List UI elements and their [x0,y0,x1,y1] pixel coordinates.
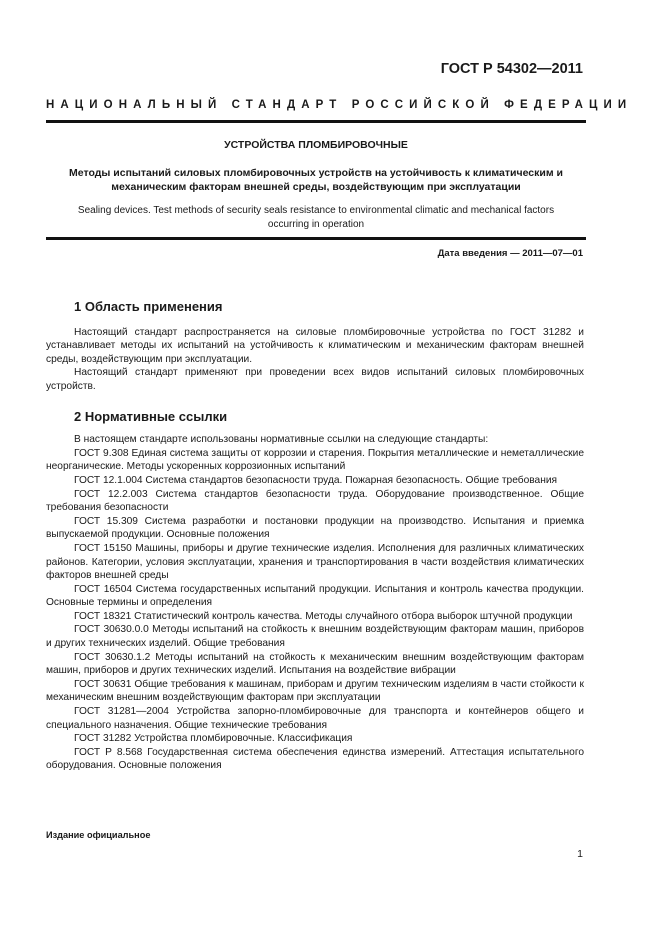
section-normative-references [46,410,584,773]
reference-item: ГОСТ 30630.1.2 Методы испытаний на стойкость к механическим внешним воздействующим факторам машин, приборов и других технических изделий. Испытания на воздействие вибрации [46,651,584,677]
introduction-date: Дата введения — 2011—07—01 [437,248,583,259]
reference-item: ГОСТ 30631 Общие требования к машинам, приборам и другим техническим изделиям в части стойкости к механическим внешним воздействующим факторам при эксплуатации [46,678,584,704]
reference-item: ГОСТ 16504 Система государственных испытаний продукции. Испытания и контроль качества продукции. Основные термины и определения [46,583,584,609]
footer-divider [46,824,584,825]
reference-item: ГОСТ 31282 Устройства пломбировочные. Классификация [74,733,353,745]
document-subtitle: Методы испытаний силовых пломбировочных устройств на устойчивость к климатическим и механическим факторам внешней среды, воздействующим при эксплуатации [69,167,563,193]
national-standard-banner: НАЦИОНАЛЬНЫЙ СТАНДАРТ РОССИЙСКОЙ ФЕДЕРАЦИИ [46,99,633,111]
reference-item: ГОСТ 31281—2004 Устройства запорно-пломбировочные для транспорта и контейнеров общего и специального назначения. Общие технические требования [46,706,584,731]
section-scope [46,300,584,394]
official-edition-label: Издание официальное [46,830,151,840]
standard-number: ГОСТ Р 54302—2011 [440,61,583,77]
document-title-english: Sealing devices. Test methods of security seals resistance to environmental climatic and mechanical factors occurring in operation [77,205,555,230]
document-body [46,300,584,773]
paragraph: Настоящий стандарт применяют при проведении всех видов испытаний силовых пломбировочных устройств. [46,367,584,392]
title-divider [46,237,586,240]
paragraph: В настоящем стандарте использованы нормативные ссылки на следующие стандарты: [74,434,489,446]
section-heading: 1 Область применения [74,299,223,314]
reference-item: ГОСТ 18321 Статистический контроль качества. Методы случайного отбора выборок штучной продукции [74,610,573,622]
section-heading: 2 Нормативные ссылки [74,408,228,424]
reference-item: ГОСТ Р 8.568 Государственная система обеспечения единства измерений. Аттестация испытательного оборудования. Основные положения [46,746,584,772]
header-divider [46,120,586,123]
page-number: 1 [577,848,583,860]
reference-item: ГОСТ 30630.0.0 Методы испытаний на стойкость к внешним воздействующим факторам машин, приборов и других технических изделий. Общие требования [46,624,584,650]
reference-item: ГОСТ 15.309 Система разработки и постановки продукции на производство. Испытания и приемка выпускаемой продукции. Основные положения [46,515,584,541]
reference-item: ГОСТ 15150 Машины, приборы и другие технические изделия. Исполнения для различных климатических районов. Категории, условия эксплуатации, хранения и транспортирования в части воздействия климатических факторов внешней среды [46,542,584,582]
reference-item: ГОСТ 9.308 Единая система защиты от коррозии и старения. Покрытия металлические и неметаллические неорганические. Методы ускоренных коррозионных испытаний [46,447,584,473]
reference-item: ГОСТ 12.2.003 Система стандартов безопасности труда. Оборудование производственное. Общие требования безопасности [46,488,584,514]
paragraph: Настоящий стандарт распространяется на силовые пломбировочные устройства по ГОСТ 31282 и устанавливает методы их испытаний на устойчивость к климатическим и механическим факторам внешней среды, воздействующим при эксплуатации. [46,326,584,365]
reference-item: ГОСТ 12.1.004 Система стандартов безопасности труда. Пожарная безопасность. Общие требования [74,474,558,486]
document-title: УСТРОЙСТВА ПЛОМБИРОВОЧНЫЕ [224,139,408,151]
